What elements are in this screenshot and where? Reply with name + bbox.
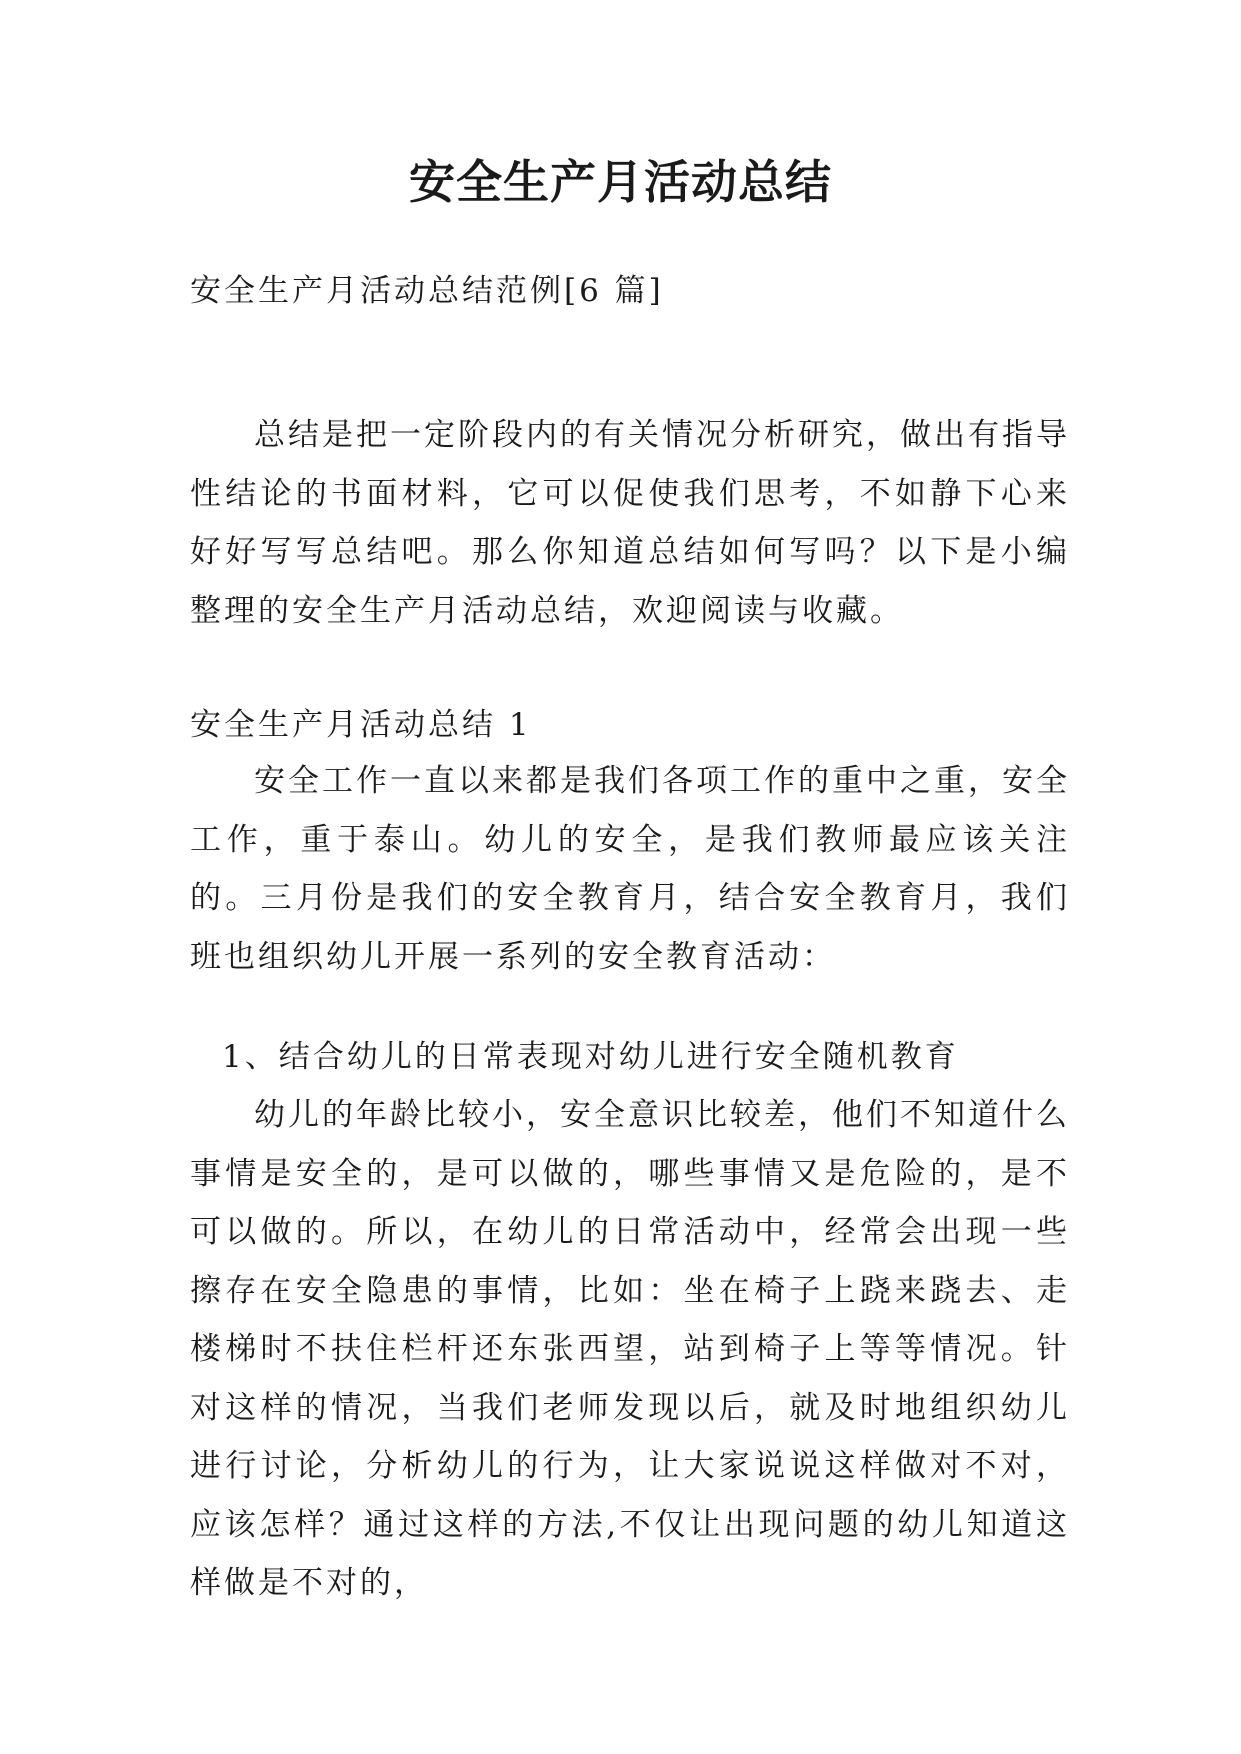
intro-paragraph: 总结是把一定阶段内的有关情况分析研究，做出有指导性结论的书面材料，它可以促使我们思考，不如静下心来好好写写总结吧。那么你知道总结如何写吗？以下是小编整理的安全生产月活动总结，欢迎阅读与收藏。: [190, 417, 1070, 629]
numbered-item-heading: 1、结合幼儿的日常表现对幼儿进行安全随机教育: [222, 1039, 959, 1075]
document-title: 安全生产月活动总结: [409, 155, 832, 209]
section-paragraph: 幼儿的年龄比较小，安全意识比较差，他们不知道什么事情是安全的，是可以做的，哪些事情又是危险的，是不可以做的。所以，在幼儿的日常活动中，经常会出现一些擦存在安全隐患的事情，比如：坐在椅子上跷来跷去、走楼梯时不扶住栏杆还东张西望，站到椅子上等等情况。针对这样的情况，当我们老师发现以后，就及时地组织幼儿进行讨论，分析幼儿的行为，让大家说说这样做对不对，应该怎样？通过这样的方法,不仅让出现问题的幼儿知道这样做是不对的，: [190, 1097, 1070, 1601]
section-paragraph: 安全工作一直以来都是我们各项工作的重中之重，安全工作，重于泰山。幼儿的安全，是我们教师最应该关注的。三月份是我们的安全教育月，结合安全教育月，我们班也组织幼儿开展一系列的安全教育活动：: [190, 763, 1070, 975]
section-heading: 安全生产月活动总结 1: [190, 707, 532, 743]
document-subtitle: 安全生产月活动总结范例[6 篇]: [190, 273, 664, 309]
